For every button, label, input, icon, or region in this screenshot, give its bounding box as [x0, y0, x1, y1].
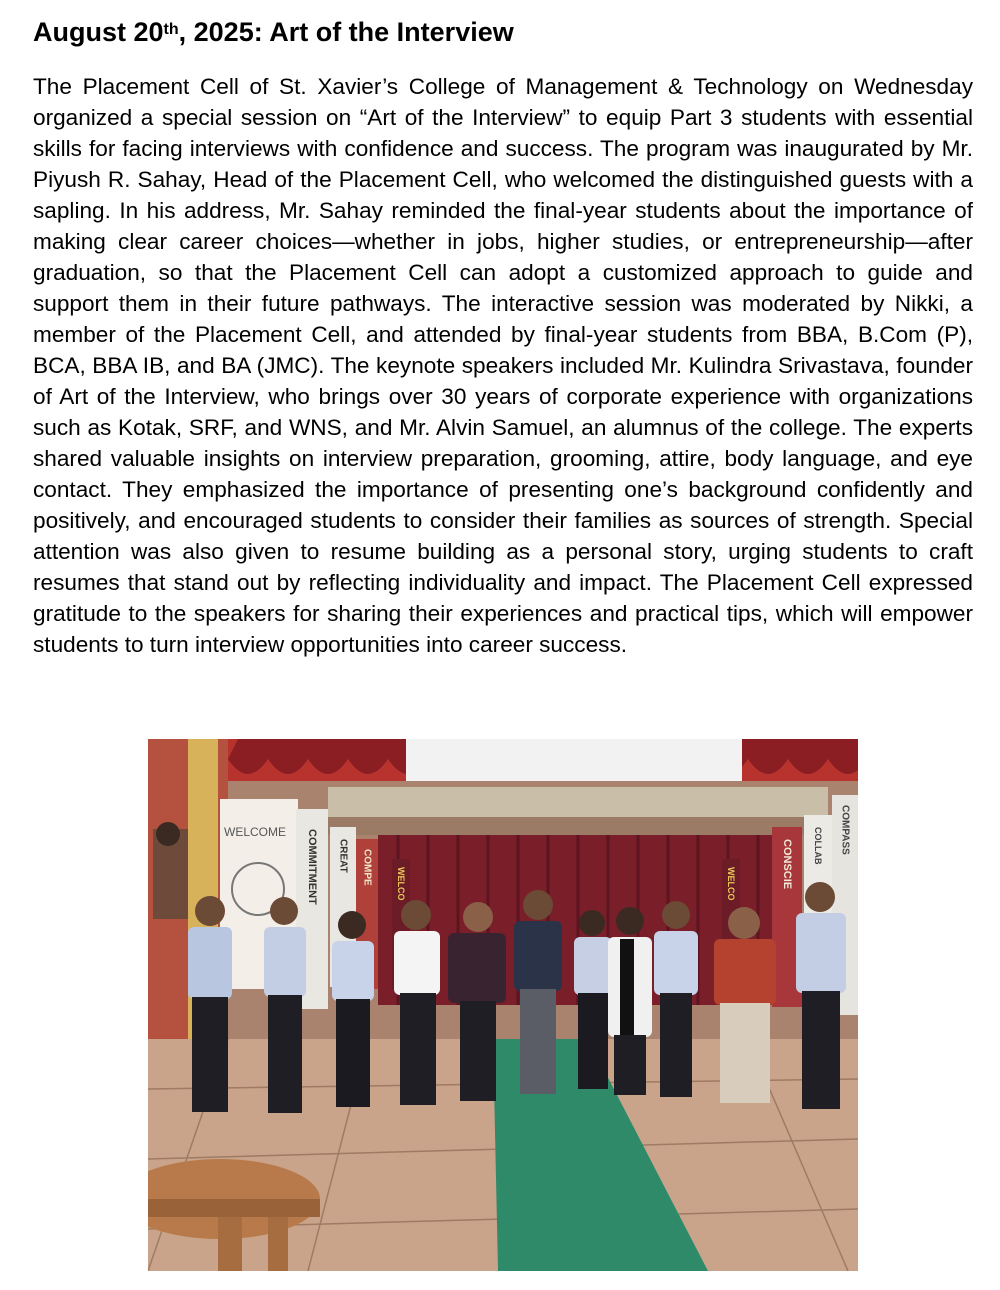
article-body: The Placement Cell of St. Xavier’s College of Management & Technology on Wednesday organized a special session on “Art of the Interview” to equip Part 3 students with essential skills for facing interviews with confidence and success. The program was inaugurated by Mr. Piyush R. Sahay, Head of the Placement Cell, who welcomed the distinguished guests with a sapling. In his address, Mr. Sahay reminded the final-year students about the importance of making clear career choices—whether in jobs, higher studies, or entrepreneurship—after graduation, so that the Placement Cell can adopt a customized approach to guide and support them in their future pathways. The interactive session was moderated by Nikki, a member of the Placement Cell, and attended by final-year students from BBA, B.Com (P), BCA, BBA IB, and BA (JMC). The keynote speakers included Mr. Kulindra Srivastava, founder of Art of the Interview, who brings over 30 years of corporate experience with organizations such as Kotak, SRF, and WNS, and Mr. Alvin Samuel, an alumnus of the college. The experts shared valuable insights on interview preparation, grooming, attire, body language, and eye contact. They emphasized the importance of presenting one’s background confidently and positively, and encouraged students to consider their families as sources of strength. Special attention was also given to resume building as a personal story, urging students to craft resumes that stand out by reflecting individuality and impact. The Placement Cell expressed gratitude to the speakers for sharing their experiences and practical tips, which will empower students to turn interview opportunities into career success.: [33, 74, 973, 657]
event-group-photo: [148, 739, 858, 1271]
article-heading: [33, 12, 514, 52]
banner-commitment-text: COMMITMENT: [306, 829, 318, 905]
banner-welcome-stage-right-text: WELCO: [726, 867, 736, 901]
heading-title: , 2025: Art of the Interview: [178, 17, 514, 47]
banner-compass-text: COMPASS: [839, 805, 851, 855]
heading-date: August 20: [33, 17, 164, 47]
banner-welcome-stage-left-text: WELCO: [396, 867, 406, 901]
banner-welcome-left-text: WELCOME: [224, 825, 287, 839]
heading-date-suffix: th: [163, 21, 179, 38]
banner-compete-text: COMPE: [361, 849, 373, 886]
banner-conscience-text: CONSCIE: [781, 839, 793, 890]
projector-screen: [406, 739, 742, 781]
banner-collaborate-text: COLLAB: [813, 827, 823, 865]
banner-creativity-text: CREAT: [337, 839, 349, 873]
